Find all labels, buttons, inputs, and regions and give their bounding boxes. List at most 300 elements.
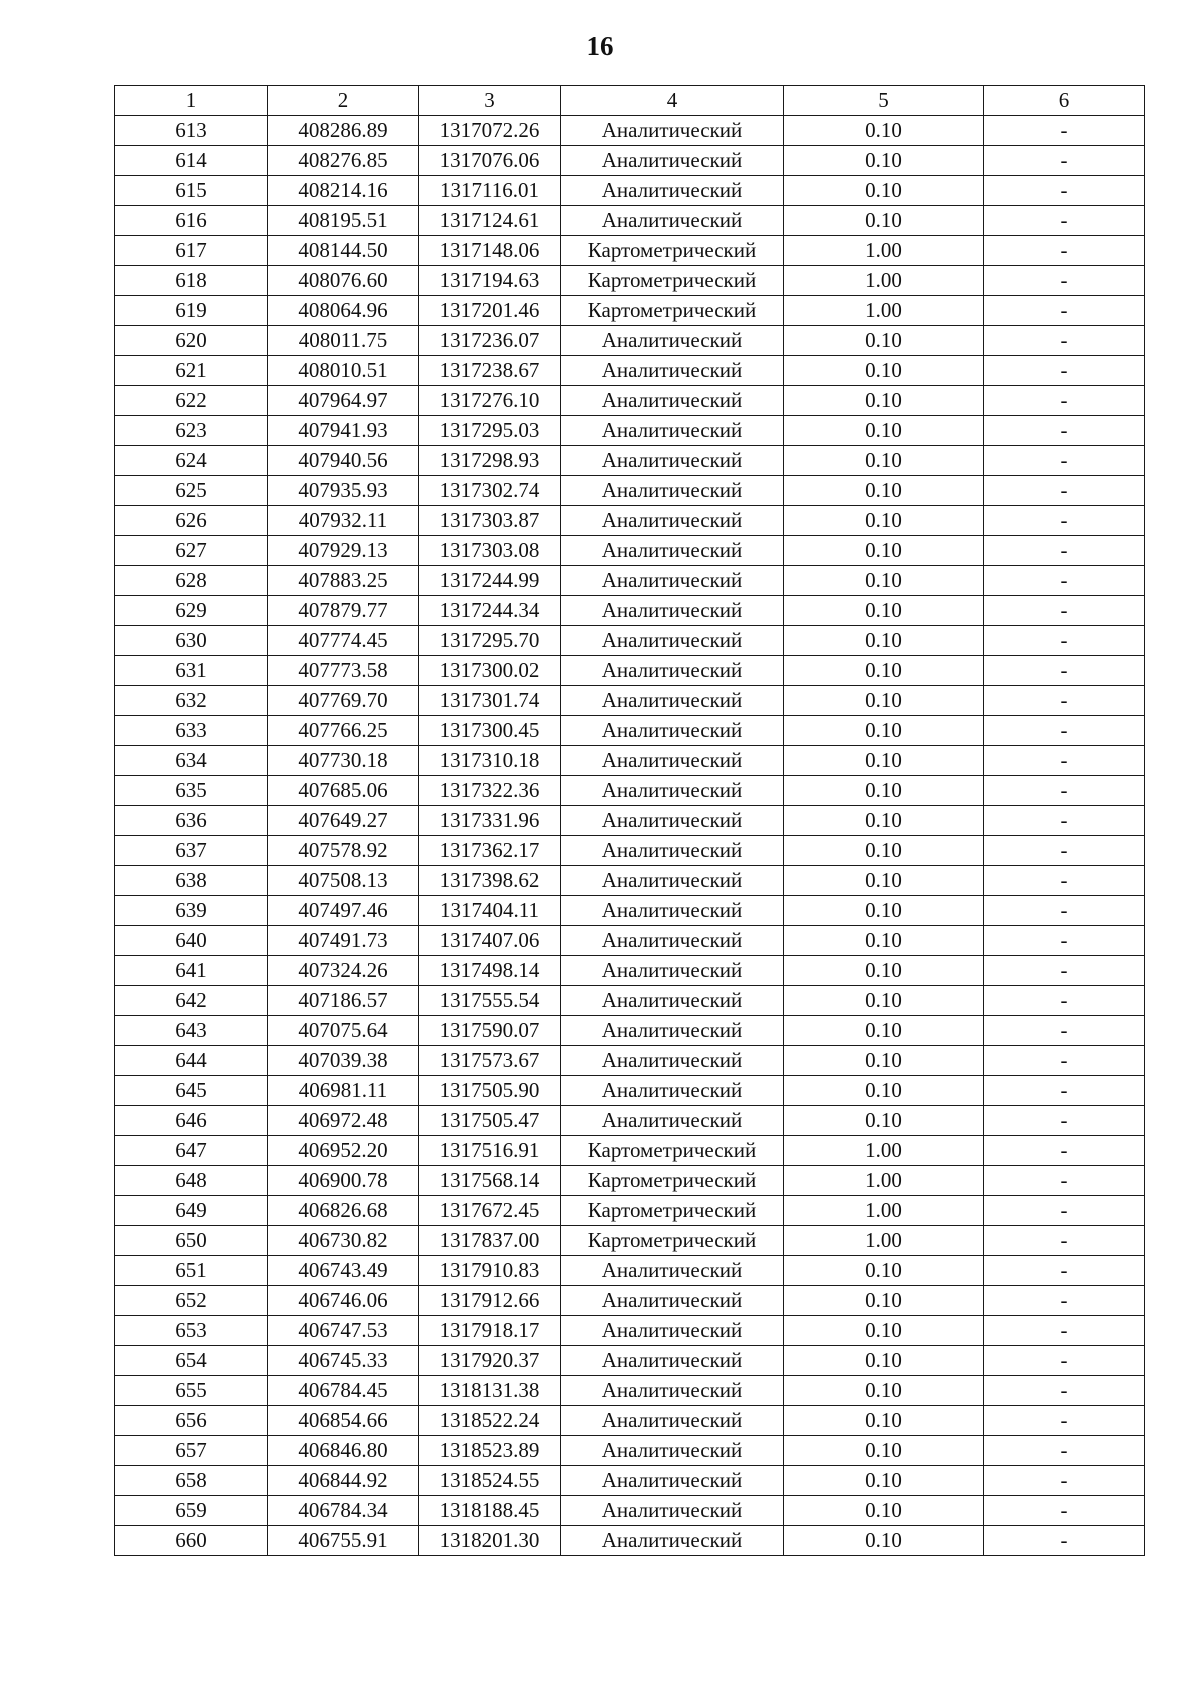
x-coordinate-cell: 406844.92 — [268, 1466, 419, 1496]
y-coordinate-cell: 1317295.03 — [419, 416, 561, 446]
point-number-cell: 617 — [115, 236, 268, 266]
y-coordinate-cell: 1317920.37 — [419, 1346, 561, 1376]
table-row — [115, 1316, 1145, 1346]
y-coordinate-cell: 1317148.06 — [419, 236, 561, 266]
point-number-cell: 642 — [115, 986, 268, 1016]
accuracy-cell: 0.10 — [784, 1436, 984, 1466]
accuracy-cell: 1.00 — [784, 1226, 984, 1256]
description-cell: - — [984, 626, 1145, 656]
table-row — [115, 1076, 1145, 1106]
method-cell: Аналитический — [561, 146, 784, 176]
accuracy-cell: 0.10 — [784, 596, 984, 626]
description-cell: - — [984, 326, 1145, 356]
description-cell: - — [984, 1166, 1145, 1196]
x-coordinate-cell: 408010.51 — [268, 356, 419, 386]
accuracy-cell: 0.10 — [784, 1346, 984, 1376]
description-cell: - — [984, 1286, 1145, 1316]
y-coordinate-cell: 1317590.07 — [419, 1016, 561, 1046]
description-cell: - — [984, 206, 1145, 236]
y-coordinate-cell: 1317194.63 — [419, 266, 561, 296]
description-cell: - — [984, 1106, 1145, 1136]
x-coordinate-cell: 406745.33 — [268, 1346, 419, 1376]
description-cell: - — [984, 236, 1145, 266]
x-coordinate-cell: 408064.96 — [268, 296, 419, 326]
x-coordinate-cell: 408214.16 — [268, 176, 419, 206]
description-cell: - — [984, 1046, 1145, 1076]
table-row — [115, 596, 1145, 626]
y-coordinate-cell: 1317672.45 — [419, 1196, 561, 1226]
point-number-cell: 616 — [115, 206, 268, 236]
accuracy-cell: 1.00 — [784, 236, 984, 266]
method-cell: Аналитический — [561, 776, 784, 806]
table-row — [115, 956, 1145, 986]
y-coordinate-cell: 1317238.67 — [419, 356, 561, 386]
accuracy-cell: 0.10 — [784, 716, 984, 746]
y-coordinate-cell: 1317910.83 — [419, 1256, 561, 1286]
y-coordinate-cell: 1317301.74 — [419, 686, 561, 716]
accuracy-cell: 0.10 — [784, 746, 984, 776]
point-number-cell: 660 — [115, 1526, 268, 1556]
point-number-cell: 646 — [115, 1106, 268, 1136]
y-coordinate-cell: 1317300.02 — [419, 656, 561, 686]
table-row — [115, 1256, 1145, 1286]
x-coordinate-cell: 407075.64 — [268, 1016, 419, 1046]
method-cell: Аналитический — [561, 1286, 784, 1316]
accuracy-cell: 1.00 — [784, 1196, 984, 1226]
method-cell: Аналитический — [561, 356, 784, 386]
table-row — [115, 746, 1145, 776]
x-coordinate-cell: 406730.82 — [268, 1226, 419, 1256]
method-cell: Аналитический — [561, 1076, 784, 1106]
accuracy-cell: 0.10 — [784, 626, 984, 656]
x-coordinate-cell: 406972.48 — [268, 1106, 419, 1136]
point-number-cell: 656 — [115, 1406, 268, 1436]
y-coordinate-cell: 1317303.87 — [419, 506, 561, 536]
x-coordinate-cell: 407879.77 — [268, 596, 419, 626]
accuracy-cell: 0.10 — [784, 1256, 984, 1286]
method-cell: Аналитический — [561, 836, 784, 866]
x-coordinate-cell: 407941.93 — [268, 416, 419, 446]
x-coordinate-cell: 407508.13 — [268, 866, 419, 896]
accuracy-cell: 0.10 — [784, 536, 984, 566]
accuracy-cell: 1.00 — [784, 266, 984, 296]
y-coordinate-cell: 1317505.90 — [419, 1076, 561, 1106]
point-number-cell: 651 — [115, 1256, 268, 1286]
point-number-cell: 614 — [115, 146, 268, 176]
table-row — [115, 776, 1145, 806]
x-coordinate-cell: 408011.75 — [268, 326, 419, 356]
description-cell: - — [984, 1406, 1145, 1436]
point-number-cell: 628 — [115, 566, 268, 596]
x-coordinate-cell: 407039.38 — [268, 1046, 419, 1076]
point-number-cell: 625 — [115, 476, 268, 506]
table-row — [115, 536, 1145, 566]
description-cell: - — [984, 386, 1145, 416]
table-row — [115, 386, 1145, 416]
x-coordinate-cell: 406755.91 — [268, 1526, 419, 1556]
x-coordinate-cell: 407324.26 — [268, 956, 419, 986]
y-coordinate-cell: 1317300.45 — [419, 716, 561, 746]
table-row — [115, 1136, 1145, 1166]
table-row — [115, 1466, 1145, 1496]
point-number-cell: 633 — [115, 716, 268, 746]
table-row — [115, 806, 1145, 836]
table-row — [115, 236, 1145, 266]
x-coordinate-cell: 406900.78 — [268, 1166, 419, 1196]
description-cell: - — [984, 1196, 1145, 1226]
y-coordinate-cell: 1318523.89 — [419, 1436, 561, 1466]
method-cell: Аналитический — [561, 716, 784, 746]
y-coordinate-cell: 1317276.10 — [419, 386, 561, 416]
method-cell: Аналитический — [561, 1016, 784, 1046]
description-cell: - — [984, 446, 1145, 476]
y-coordinate-cell: 1317244.34 — [419, 596, 561, 626]
y-coordinate-cell: 1317331.96 — [419, 806, 561, 836]
point-number-cell: 632 — [115, 686, 268, 716]
description-cell: - — [984, 1316, 1145, 1346]
point-number-cell: 624 — [115, 446, 268, 476]
description-cell: - — [984, 116, 1145, 146]
table-row — [115, 626, 1145, 656]
description-cell: - — [984, 716, 1145, 746]
x-coordinate-cell: 407730.18 — [268, 746, 419, 776]
method-cell: Аналитический — [561, 386, 784, 416]
table-row — [115, 1166, 1145, 1196]
point-number-cell: 627 — [115, 536, 268, 566]
page-number: 16 — [586, 31, 614, 61]
point-number-cell: 629 — [115, 596, 268, 626]
y-coordinate-cell: 1317295.70 — [419, 626, 561, 656]
x-coordinate-cell: 407649.27 — [268, 806, 419, 836]
point-number-cell: 650 — [115, 1226, 268, 1256]
point-number-cell: 655 — [115, 1376, 268, 1406]
accuracy-cell: 0.10 — [784, 326, 984, 356]
accuracy-cell: 1.00 — [784, 1166, 984, 1196]
method-cell: Картометрический — [561, 1226, 784, 1256]
point-number-cell: 638 — [115, 866, 268, 896]
x-coordinate-cell: 407497.46 — [268, 896, 419, 926]
x-coordinate-cell: 406854.66 — [268, 1406, 419, 1436]
method-cell: Аналитический — [561, 1316, 784, 1346]
x-coordinate-cell: 407774.45 — [268, 626, 419, 656]
description-cell: - — [984, 1496, 1145, 1526]
description-cell: - — [984, 776, 1145, 806]
x-coordinate-cell: 407935.93 — [268, 476, 419, 506]
x-coordinate-cell: 407929.13 — [268, 536, 419, 566]
table-row — [115, 686, 1145, 716]
y-coordinate-cell: 1318188.45 — [419, 1496, 561, 1526]
method-cell: Аналитический — [561, 416, 784, 446]
accuracy-cell: 1.00 — [784, 296, 984, 326]
point-number-cell: 634 — [115, 746, 268, 776]
table-body — [115, 116, 1145, 1556]
accuracy-cell: 0.10 — [784, 926, 984, 956]
table-row — [115, 1196, 1145, 1226]
accuracy-cell: 0.10 — [784, 386, 984, 416]
table-row — [115, 566, 1145, 596]
description-cell: - — [984, 506, 1145, 536]
method-cell: Аналитический — [561, 926, 784, 956]
table-row — [115, 1526, 1145, 1556]
y-coordinate-cell: 1317362.17 — [419, 836, 561, 866]
method-cell: Аналитический — [561, 1436, 784, 1466]
header-cell-1: 1 — [115, 86, 268, 116]
point-number-cell: 630 — [115, 626, 268, 656]
accuracy-cell: 0.10 — [784, 836, 984, 866]
x-coordinate-cell: 406746.06 — [268, 1286, 419, 1316]
point-number-cell: 643 — [115, 1016, 268, 1046]
table-row — [115, 296, 1145, 326]
x-coordinate-cell: 408076.60 — [268, 266, 419, 296]
accuracy-cell: 1.00 — [784, 1136, 984, 1166]
point-number-cell: 640 — [115, 926, 268, 956]
accuracy-cell: 0.10 — [784, 116, 984, 146]
y-coordinate-cell: 1317498.14 — [419, 956, 561, 986]
point-number-cell: 626 — [115, 506, 268, 536]
x-coordinate-cell: 407932.11 — [268, 506, 419, 536]
table-row — [115, 926, 1145, 956]
accuracy-cell: 0.10 — [784, 1076, 984, 1106]
y-coordinate-cell: 1317837.00 — [419, 1226, 561, 1256]
description-cell: - — [984, 836, 1145, 866]
point-number-cell: 647 — [115, 1136, 268, 1166]
point-number-cell: 615 — [115, 176, 268, 206]
description-cell: - — [984, 1256, 1145, 1286]
y-coordinate-cell: 1317076.06 — [419, 146, 561, 176]
table-row — [115, 1406, 1145, 1436]
point-number-cell: 620 — [115, 326, 268, 356]
description-cell: - — [984, 1136, 1145, 1166]
table-row — [115, 1376, 1145, 1406]
x-coordinate-cell: 408144.50 — [268, 236, 419, 266]
method-cell: Аналитический — [561, 1106, 784, 1136]
point-number-cell: 654 — [115, 1346, 268, 1376]
method-cell: Аналитический — [561, 686, 784, 716]
x-coordinate-cell: 408276.85 — [268, 146, 419, 176]
point-number-cell: 618 — [115, 266, 268, 296]
table-row — [115, 1286, 1145, 1316]
accuracy-cell: 0.10 — [784, 476, 984, 506]
method-cell: Аналитический — [561, 1046, 784, 1076]
table-row — [115, 116, 1145, 146]
x-coordinate-cell: 407883.25 — [268, 566, 419, 596]
method-cell: Аналитический — [561, 746, 784, 776]
table-row — [115, 656, 1145, 686]
method-cell: Аналитический — [561, 476, 784, 506]
x-coordinate-cell: 406784.34 — [268, 1496, 419, 1526]
x-coordinate-cell: 406952.20 — [268, 1136, 419, 1166]
accuracy-cell: 0.10 — [784, 1376, 984, 1406]
description-cell: - — [984, 1526, 1145, 1556]
accuracy-cell: 0.10 — [784, 956, 984, 986]
point-number-cell: 653 — [115, 1316, 268, 1346]
table-row — [115, 266, 1145, 296]
table-row — [115, 1226, 1145, 1256]
x-coordinate-cell: 408195.51 — [268, 206, 419, 236]
accuracy-cell: 0.10 — [784, 896, 984, 926]
table-row — [115, 476, 1145, 506]
accuracy-cell: 0.10 — [784, 146, 984, 176]
method-cell: Картометрический — [561, 1196, 784, 1226]
table-row — [115, 1436, 1145, 1466]
table-row — [115, 506, 1145, 536]
y-coordinate-cell: 1317555.54 — [419, 986, 561, 1016]
x-coordinate-cell: 406747.53 — [268, 1316, 419, 1346]
point-number-cell: 613 — [115, 116, 268, 146]
x-coordinate-cell: 407940.56 — [268, 446, 419, 476]
y-coordinate-cell: 1317505.47 — [419, 1106, 561, 1136]
method-cell: Аналитический — [561, 1496, 784, 1526]
description-cell: - — [984, 656, 1145, 686]
accuracy-cell: 0.10 — [784, 566, 984, 596]
point-number-cell: 639 — [115, 896, 268, 926]
header-cell-4: 4 — [561, 86, 784, 116]
description-cell: - — [984, 1346, 1145, 1376]
method-cell: Аналитический — [561, 206, 784, 236]
description-cell: - — [984, 1466, 1145, 1496]
table-row — [115, 836, 1145, 866]
y-coordinate-cell: 1317568.14 — [419, 1166, 561, 1196]
accuracy-cell: 0.10 — [784, 416, 984, 446]
table-row — [115, 896, 1145, 926]
point-number-cell: 659 — [115, 1496, 268, 1526]
header-cell-5: 5 — [784, 86, 984, 116]
point-number-cell: 619 — [115, 296, 268, 326]
method-cell: Аналитический — [561, 1406, 784, 1436]
description-cell: - — [984, 1376, 1145, 1406]
description-cell: - — [984, 686, 1145, 716]
accuracy-cell: 0.10 — [784, 656, 984, 686]
accuracy-cell: 0.10 — [784, 446, 984, 476]
method-cell: Аналитический — [561, 956, 784, 986]
y-coordinate-cell: 1317201.46 — [419, 296, 561, 326]
point-number-cell: 641 — [115, 956, 268, 986]
y-coordinate-cell: 1317116.01 — [419, 176, 561, 206]
description-cell: - — [984, 806, 1145, 836]
x-coordinate-cell: 407964.97 — [268, 386, 419, 416]
description-cell: - — [984, 416, 1145, 446]
y-coordinate-cell: 1317516.91 — [419, 1136, 561, 1166]
accuracy-cell: 0.10 — [784, 1316, 984, 1346]
accuracy-cell: 0.10 — [784, 1526, 984, 1556]
description-cell: - — [984, 296, 1145, 326]
y-coordinate-cell: 1317310.18 — [419, 746, 561, 776]
description-cell: - — [984, 956, 1145, 986]
description-cell: - — [984, 1226, 1145, 1256]
point-number-cell: 645 — [115, 1076, 268, 1106]
point-number-cell: 623 — [115, 416, 268, 446]
point-number-cell: 622 — [115, 386, 268, 416]
header-cell-3: 3 — [419, 86, 561, 116]
method-cell: Аналитический — [561, 116, 784, 146]
y-coordinate-cell: 1317398.62 — [419, 866, 561, 896]
x-coordinate-cell: 406846.80 — [268, 1436, 419, 1466]
y-coordinate-cell: 1317322.36 — [419, 776, 561, 806]
method-cell: Картометрический — [561, 1166, 784, 1196]
accuracy-cell: 0.10 — [784, 1286, 984, 1316]
point-number-cell: 648 — [115, 1166, 268, 1196]
y-coordinate-cell: 1317236.07 — [419, 326, 561, 356]
y-coordinate-cell: 1317298.93 — [419, 446, 561, 476]
description-cell: - — [984, 1436, 1145, 1466]
accuracy-cell: 0.10 — [784, 866, 984, 896]
table-row — [115, 716, 1145, 746]
x-coordinate-cell: 406981.11 — [268, 1076, 419, 1106]
x-coordinate-cell: 407685.06 — [268, 776, 419, 806]
point-number-cell: 636 — [115, 806, 268, 836]
y-coordinate-cell: 1317302.74 — [419, 476, 561, 506]
header-cell-2: 2 — [268, 86, 419, 116]
y-coordinate-cell: 1317124.61 — [419, 206, 561, 236]
point-number-cell: 657 — [115, 1436, 268, 1466]
description-cell: - — [984, 266, 1145, 296]
y-coordinate-cell: 1317244.99 — [419, 566, 561, 596]
method-cell: Картометрический — [561, 1136, 784, 1166]
point-number-cell: 631 — [115, 656, 268, 686]
x-coordinate-cell: 407769.70 — [268, 686, 419, 716]
description-cell: - — [984, 1016, 1145, 1046]
coordinates-table — [114, 85, 1145, 1556]
method-cell: Аналитический — [561, 1376, 784, 1406]
x-coordinate-cell: 407578.92 — [268, 836, 419, 866]
description-cell: - — [984, 536, 1145, 566]
description-cell: - — [984, 926, 1145, 956]
point-number-cell: 658 — [115, 1466, 268, 1496]
y-coordinate-cell: 1317912.66 — [419, 1286, 561, 1316]
table-row — [115, 356, 1145, 386]
accuracy-cell: 0.10 — [784, 356, 984, 386]
x-coordinate-cell: 407186.57 — [268, 986, 419, 1016]
accuracy-cell: 0.10 — [784, 1466, 984, 1496]
method-cell: Аналитический — [561, 566, 784, 596]
method-cell: Аналитический — [561, 656, 784, 686]
accuracy-cell: 0.10 — [784, 176, 984, 206]
y-coordinate-cell: 1318524.55 — [419, 1466, 561, 1496]
method-cell: Аналитический — [561, 896, 784, 926]
table-row — [115, 1046, 1145, 1076]
description-cell: - — [984, 176, 1145, 206]
y-coordinate-cell: 1318131.38 — [419, 1376, 561, 1406]
point-number-cell: 621 — [115, 356, 268, 386]
x-coordinate-cell: 407491.73 — [268, 926, 419, 956]
description-cell: - — [984, 146, 1145, 176]
table-row — [115, 1106, 1145, 1136]
accuracy-cell: 0.10 — [784, 1016, 984, 1046]
table-row — [115, 1496, 1145, 1526]
accuracy-cell: 0.10 — [784, 776, 984, 806]
table-row — [115, 176, 1145, 206]
table-row — [115, 146, 1145, 176]
method-cell: Аналитический — [561, 806, 784, 836]
accuracy-cell: 0.10 — [784, 806, 984, 836]
y-coordinate-cell: 1318201.30 — [419, 1526, 561, 1556]
point-number-cell: 644 — [115, 1046, 268, 1076]
table-header — [115, 86, 1145, 116]
method-cell: Аналитический — [561, 506, 784, 536]
table-row — [115, 416, 1145, 446]
method-cell: Аналитический — [561, 866, 784, 896]
table-row — [115, 1346, 1145, 1376]
y-coordinate-cell: 1317072.26 — [419, 116, 561, 146]
point-number-cell: 637 — [115, 836, 268, 866]
x-coordinate-cell: 407773.58 — [268, 656, 419, 686]
y-coordinate-cell: 1317918.17 — [419, 1316, 561, 1346]
accuracy-cell: 0.10 — [784, 986, 984, 1016]
method-cell: Картометрический — [561, 266, 784, 296]
table-row — [115, 866, 1145, 896]
description-cell: - — [984, 896, 1145, 926]
method-cell: Аналитический — [561, 446, 784, 476]
